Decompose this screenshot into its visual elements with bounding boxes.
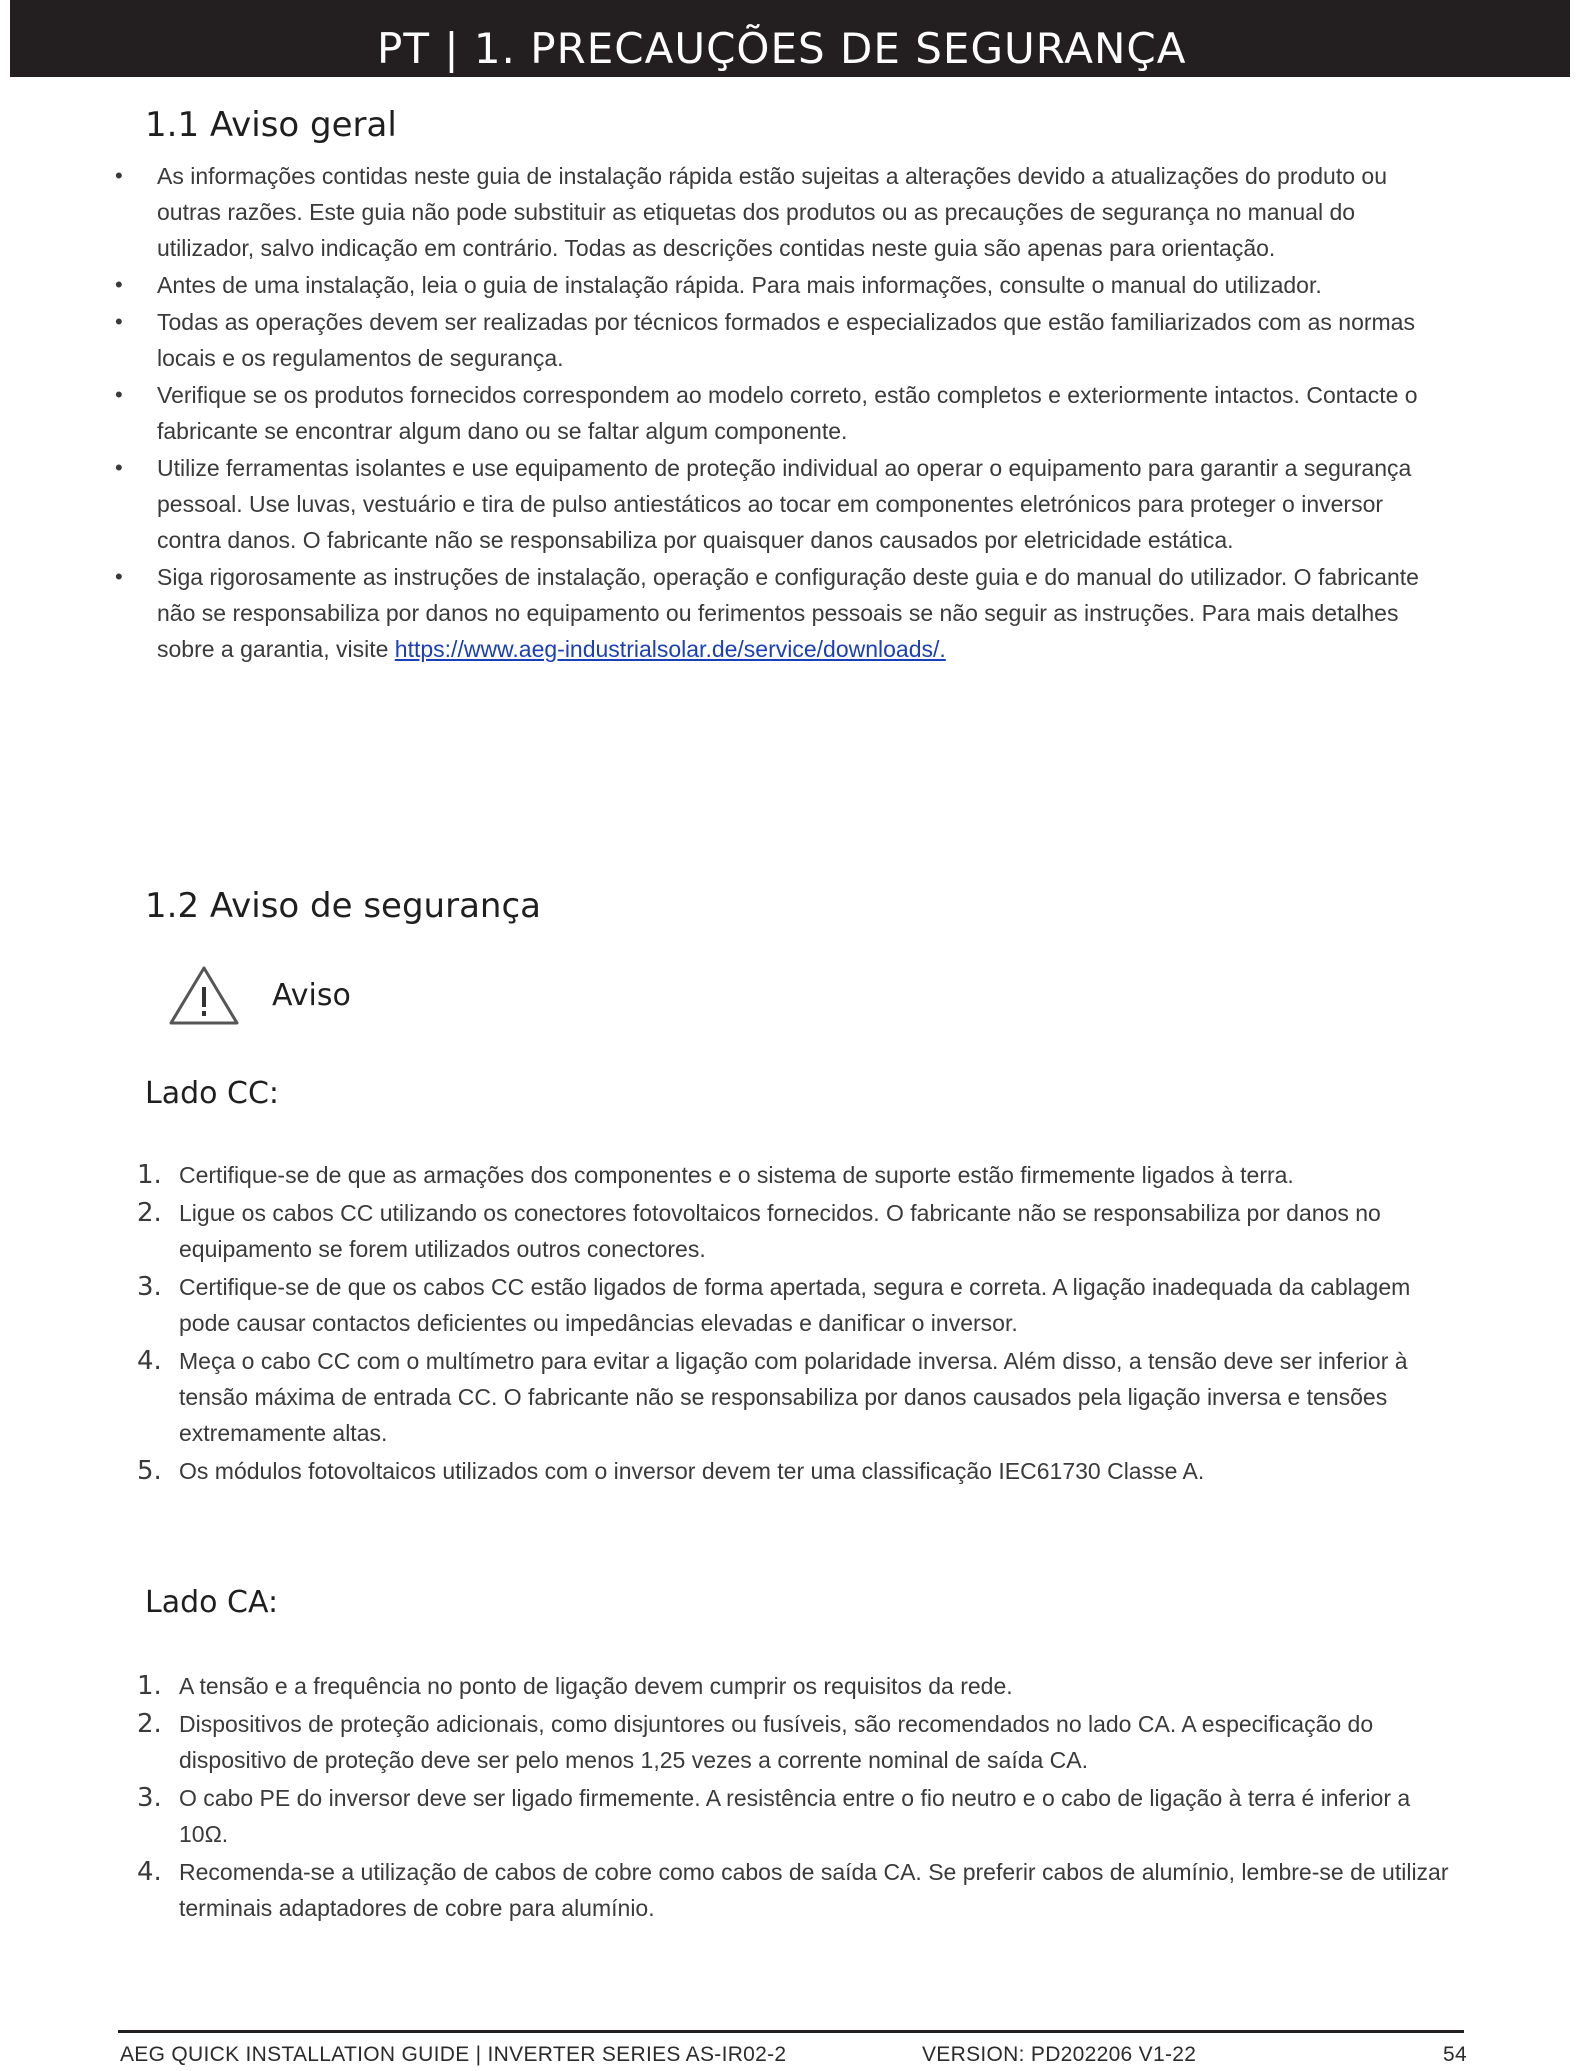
list-item: 1. A tensão e a frequência no ponto de ligação devem cumprir os requisitos da rede. bbox=[137, 1671, 1013, 1701]
list-item: 2. Ligue os cabos CC utilizando os conectores fotovoltaicos fornecidos. O fabricante não se responsabiliza por danos no equipamento se forem utilizados outros conectores. bbox=[137, 1198, 1381, 1262]
footer-document-title: AEG QUICK INSTALLATION GUIDE | INVERTER SERIES AS-IR02-2 bbox=[120, 2043, 787, 2066]
warning-label: Aviso bbox=[272, 978, 351, 1013]
general-warning-list bbox=[110, 158, 1430, 668]
list-item: • Antes de uma instalação, leia o guia de instalação rápida. Para mais informações, consulte o manual do utilizador. bbox=[110, 267, 1430, 303]
dc-side-list bbox=[137, 1157, 1457, 1491]
warning-triangle-icon bbox=[168, 965, 240, 1027]
list-item: • Siga rigorosamente as instruções de instalação, operação e configuração deste guia e do manual do utilizador. O fabricante não se responsabiliza por danos no equipamento ou ferimentos pessoais se não seguir as instruções. Para mais detalhes sobre a garantia, visite https://www.aeg-industrialsolar.de/service/downloads/. bbox=[110, 559, 1430, 667]
footer-page-number: 54 bbox=[1443, 2043, 1467, 2066]
ac-side-list bbox=[137, 1668, 1457, 1928]
footer-version: VERSION: PD202206 V1-22 bbox=[922, 2043, 1197, 2066]
section-1-2-heading: 1.2 Aviso de segurança bbox=[145, 886, 541, 926]
list-item: 5. Os módulos fotovoltaicos utilizados com o inversor devem ter uma classificação IEC61730 Classe A. bbox=[137, 1456, 1205, 1486]
section-1-1-heading: 1.1 Aviso geral bbox=[145, 105, 397, 145]
list-item: • Todas as operações devem ser realizadas por técnicos formados e especializados que estão familiarizados com as normas locais e os regulamentos de segurança. bbox=[110, 304, 1430, 376]
list-item: • Verifique se os produtos fornecidos correspondem ao modelo correto, estão completos e exteriormente intactos. Contacte o fabricante se encontrar algum dano ou se faltar algum componente. bbox=[110, 377, 1430, 449]
ac-side-heading: Lado CA: bbox=[145, 1585, 279, 1620]
dc-side-heading: Lado CC: bbox=[145, 1076, 280, 1111]
list-item: • Utilize ferramentas isolantes e use equipamento de proteção individual ao operar o equipamento para garantir a segurança pessoal. Use luvas, vestuário e tira de pulso antiestáticos ao tocar em componentes eletrónicos para proteger o inversor contra danos. O fabricante não se responsabiliza por quaisquer danos causados por eletricidade estática. bbox=[110, 450, 1430, 558]
list-item: 4. Recomenda-se a utilização de cabos de cobre como cabos de saída CA. Se preferir cabos de alumínio, lembre-se de utilizar terminais adaptadores de cobre para alumínio. bbox=[137, 1857, 1449, 1921]
page-header-title: PT | 1. PRECAUÇÕES DE SEGURANÇA bbox=[377, 24, 1187, 73]
list-item: 3. Certifique-se de que os cabos CC estão ligados de forma apertada, segura e correta. A ligação inadequada da cablagem pode causar contactos deficientes ou impedâncias elevadas e danificar o inversor. bbox=[137, 1272, 1411, 1336]
list-item: 4. Meça o cabo CC com o multímetro para evitar a ligação com polaridade inversa. Além disso, a tensão deve ser inferior à tensão máxima de entrada CC. O fabricante não se responsabiliza por danos causados pela ligação inversa e tensões extremamente altas. bbox=[137, 1346, 1408, 1446]
list-item: 1. Certifique-se de que as armações dos componentes e o sistema de suporte estão firmemente ligados à terra. bbox=[137, 1160, 1294, 1190]
footer-divider bbox=[118, 2030, 1464, 2033]
warranty-link[interactable]: https://www.aeg-industrialsolar.de/service/downloads/. bbox=[394, 636, 946, 662]
list-item: • As informações contidas neste guia de instalação rápida estão sujeitas a alterações devido a atualizações do produto ou outras razões. Este guia não pode substituir as etiquetas dos produtos ou as precauções de segurança no manual do utilizador, salvo indicação em contrário. Todas as descrições contidas neste guia são apenas para orientação. bbox=[110, 158, 1430, 266]
list-item: 3. O cabo PE do inversor deve ser ligado firmemente. A resistência entre o fio neutro e o cabo de ligação à terra é inferior a 10Ω. bbox=[137, 1783, 1411, 1847]
list-item: 2. Dispositivos de proteção adicionais, como disjuntores ou fusíveis, são recomendados no lado CA. A especificação do dispositivo de proteção deve ser pelo menos 1,25 vezes a corrente nominal de saída CA. bbox=[137, 1709, 1374, 1773]
page-header-bar bbox=[10, 0, 1570, 77]
